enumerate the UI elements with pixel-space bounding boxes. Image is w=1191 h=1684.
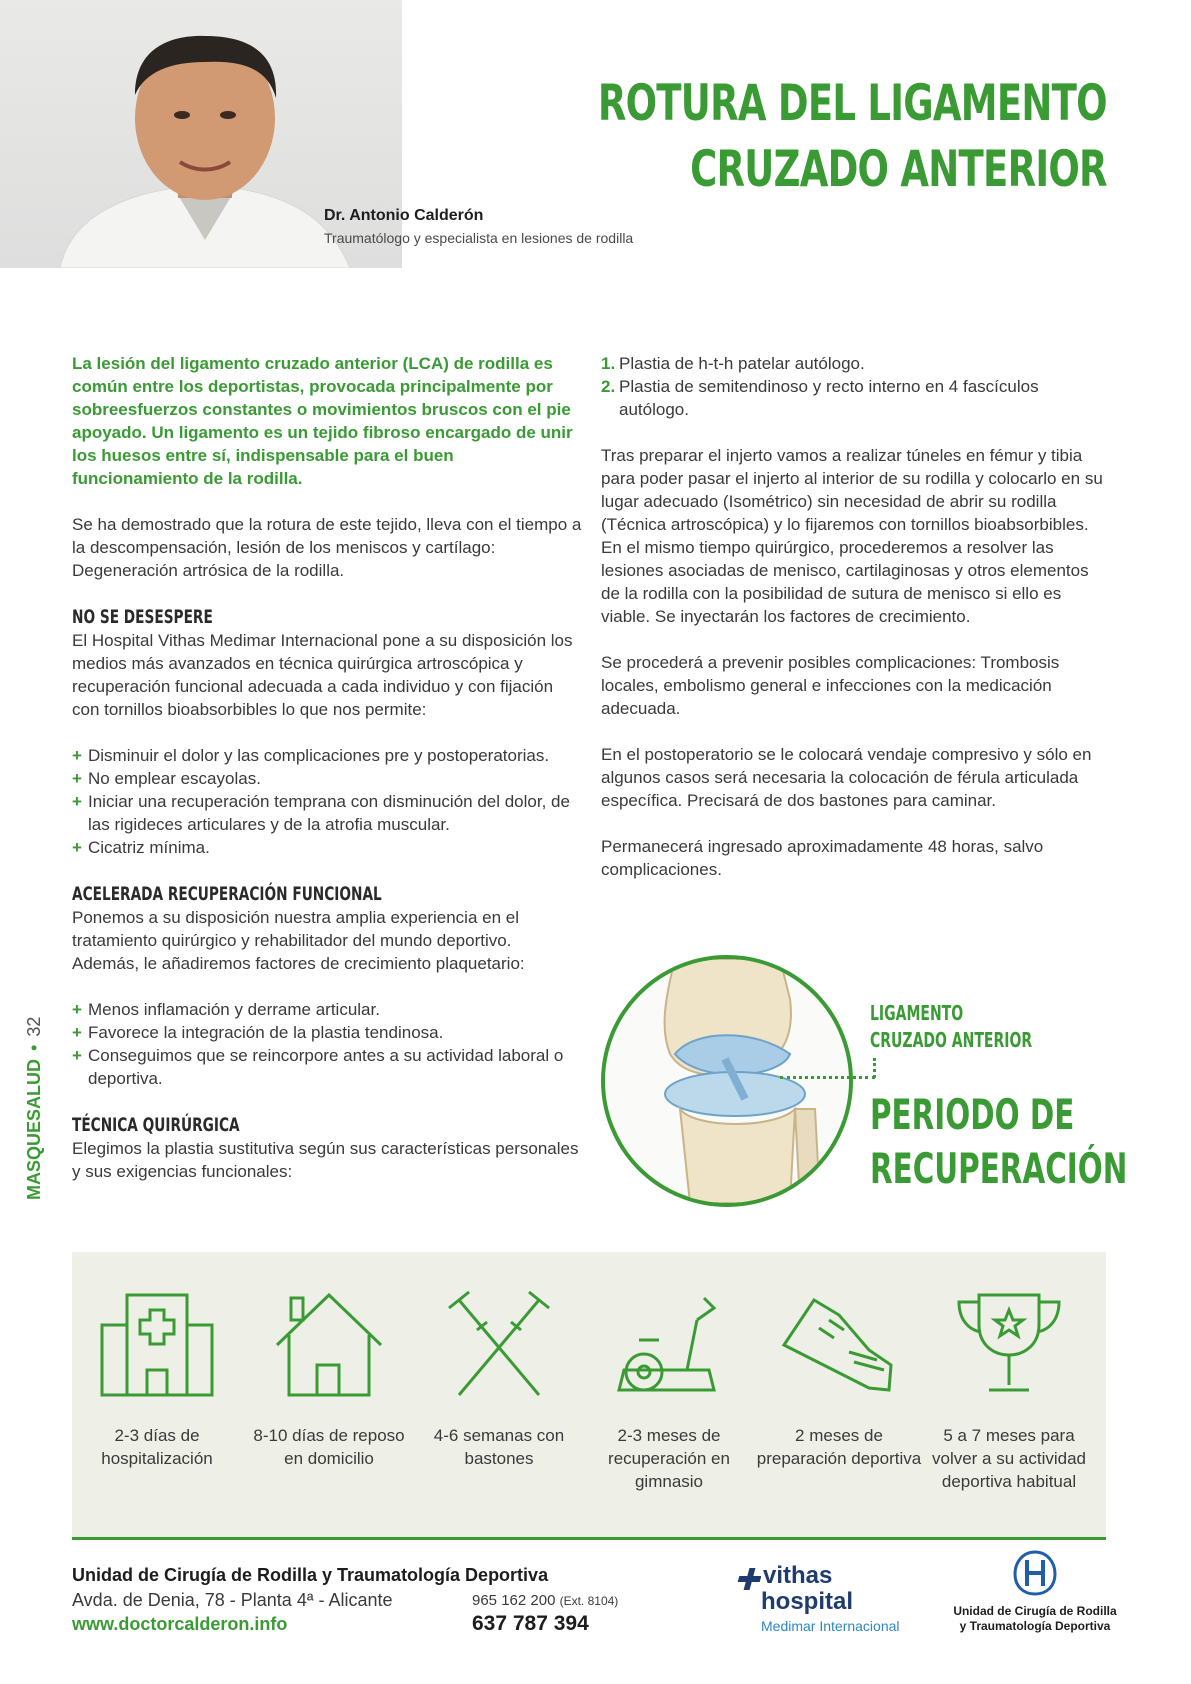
recovery-timeline xyxy=(72,1252,1106,1540)
complications-paragraph: Se procederá a prevenir posibles complicaciones: Trombosis locales, embolismo general e infecciones con la medicación adecuada. xyxy=(601,653,1060,718)
hospital-phone: 965 162 200 (Ext. 8104) xyxy=(472,1592,619,1609)
section2-paragraph: Ponemos a su disposición nuestra amplia experiencia en el tratamiento quirúrgico y rehabilitador del mundo deportivo. Además, le añadiremos factores de crecimiento plaquetario: xyxy=(72,908,525,973)
knee-illustration xyxy=(601,955,853,1207)
hospital-icon xyxy=(97,1290,217,1400)
plus-icon: + xyxy=(72,746,82,765)
recovery-period-heading: PERIODO DE RECUPERACIÓN xyxy=(870,1090,1128,1193)
recovery-step-label: 5 a 7 meses para volver a su actividad deportiva habitual xyxy=(931,1426,1087,1491)
footer-address: Avda. de Denia, 78 - Planta 4ª - Alicante xyxy=(72,1590,393,1610)
knee-unit-emblem-icon xyxy=(1013,1550,1057,1596)
recovery-step-sport-prep xyxy=(754,1252,924,1470)
recovery-step-label: 2-3 días de hospitalización xyxy=(101,1426,213,1468)
section-heading-acelerada: ACELERADA RECUPERACIÓN FUNCIONAL xyxy=(72,883,382,905)
mobile-phone: 637 787 394 xyxy=(472,1612,589,1635)
footer-unit-title: Unidad de Cirugía de Rodilla y Traumatología Deportiva xyxy=(72,1565,549,1585)
list-item: + No emplear escayolas. xyxy=(72,769,261,788)
plus-icon: + xyxy=(72,1023,82,1042)
plus-icon: + xyxy=(72,1046,82,1065)
list-item: + Disminuir el dolor y las complicaciones pre y postoperatorias. xyxy=(72,746,550,765)
side-running-head: MASQUESALUD•32 xyxy=(24,1016,44,1200)
website-link[interactable]: www.doctorcalderon.info xyxy=(72,1614,288,1634)
house-icon xyxy=(269,1290,389,1400)
leader-line-vertical xyxy=(873,1058,876,1078)
postoperative-paragraph: En el postoperatorio se le colocará vendaje compresivo y sólo en algunos casos será necesaria la colocación de férula articulada específica. Precisará de dos bastones para caminar. xyxy=(601,745,1092,810)
plus-icon: + xyxy=(72,792,82,811)
sneaker-icon xyxy=(779,1290,899,1400)
recovery-step-return xyxy=(924,1252,1094,1493)
section3-paragraph: Elegimos la plastia sustitutiva según sus características personales y sus exigencias funcionales: xyxy=(72,1139,579,1181)
unit-logo: Unidad de Cirugía de Rodilla y Traumatología Deportiva xyxy=(950,1550,1120,1634)
vithas-cross-icon xyxy=(735,1566,761,1592)
list-item: 1. Plastia de h-t-h patelar autólogo. xyxy=(601,354,865,373)
doctor-name: Dr. Antonio Calderón xyxy=(324,207,484,224)
doctor-photo xyxy=(0,0,402,268)
intro-paragraph: Se ha demostrado que la rotura de este tejido, lleva con el tiempo a la descompensación, lesión de los meniscos y cartílago: Degeneración artrósica de la rodilla. xyxy=(72,515,582,580)
section-heading-tecnica: TÉCNICA QUIRÚRGICA xyxy=(72,1114,240,1136)
section1-bullet-list xyxy=(72,744,582,859)
list-item: + Conseguimos que se reincorpore antes a su actividad laboral o deportiva. xyxy=(72,1046,564,1088)
section2-bullet-list xyxy=(72,998,582,1090)
plus-icon: + xyxy=(72,769,82,788)
list-item: 2. Plastia de semitendinoso y recto interno en 4 fascículos autólogo. xyxy=(601,377,1039,419)
trophy-icon xyxy=(949,1290,1069,1400)
exercise-bike-icon xyxy=(609,1290,729,1400)
ligament-label: LIGAMENTO CRUZADO ANTERIOR xyxy=(870,1001,1033,1052)
recovery-step-label: 2-3 meses de recuperación en gimnasio xyxy=(608,1426,730,1491)
page-title-line2: CRUZADO ANTERIOR xyxy=(690,140,1107,198)
recovery-step-home xyxy=(244,1252,414,1470)
list-item: + Cicatriz mínima. xyxy=(72,838,210,857)
recovery-step-label: 8-10 días de reposo en domicilio xyxy=(253,1426,405,1468)
page-number: 32 xyxy=(24,1016,44,1037)
left-column xyxy=(72,352,582,1183)
recovery-step-crutches xyxy=(414,1252,584,1470)
list-item: + Menos inflamación y derrame articular. xyxy=(72,1000,380,1019)
recovery-step-hospital xyxy=(72,1252,242,1470)
section-heading-no-se-desespere: NO SE DESESPERE xyxy=(72,606,213,628)
list-item: + Favorece la integración de la plastia tendinosa. xyxy=(72,1023,444,1042)
lead-paragraph: La lesión del ligamento cruzado anterior (LCA) de rodilla es común entre los deportistas, provocada principalmente por sobreesfuerzos constantes o movimientos bruscos con el pie apoyado. Un ligamento es un tejido fibroso encargado de unir los huesos entre sí, indispensable para el buen funcionamiento de la rodilla. xyxy=(72,354,573,488)
list-item: + Iniciar una recuperación temprana con disminución del dolor, de las rigideces articulares y de la atrofia muscular. xyxy=(72,792,570,834)
plus-icon: + xyxy=(72,1000,82,1019)
page-title xyxy=(598,70,1107,202)
recovery-step-label: 4-6 semanas con bastones xyxy=(433,1426,565,1468)
page-title-line1: ROTURA DEL LIGAMENTO xyxy=(598,74,1107,132)
recovery-step-gym xyxy=(584,1252,754,1493)
plus-icon: + xyxy=(72,838,82,857)
right-column xyxy=(601,352,1111,881)
technique-numbered-list xyxy=(601,352,1111,421)
surgery-paragraph: Tras preparar el injerto vamos a realizar túneles en fémur y tibia para poder pasar el injerto al interior de su rodilla y colocarlo en su lugar adecuado (Isométrico) sin necesidad de abrir su rodilla (Técnica artroscópica) y lo fijaremos con tornillos bioabsorbibles. En el mismo tiempo quirúrgico, procederemos a resolver las lesiones asociadas de menisco, cartilaginosas y otros elementos de la rodilla con la posibilidad de sutura de menisco si ello es viable. Se inyectarán los factores de crecimiento. xyxy=(601,446,1103,626)
magazine-brand: MASQUESALUD xyxy=(24,1058,44,1200)
recovery-step-label: 2 meses de preparación deportiva xyxy=(756,1426,922,1468)
section1-paragraph: El Hospital Vithas Medimar Internacional pone a su disposición los medios más avanzados en técnica quirúrgica artroscópica y recuperación funcional adecuada a cada individuo y con fijación con tornillos bioabsorbibles lo que nos permite: xyxy=(72,631,573,719)
vithas-logo: vithas hospital Medimar Internacional xyxy=(735,1560,935,1640)
crutches-icon xyxy=(439,1290,559,1400)
hospital-stay-paragraph: Permanecerá ingresado aproximadamente 48 horas, salvo complicaciones. xyxy=(601,837,1044,879)
doctor-role: Traumatólogo y especialista en lesiones de rodilla xyxy=(324,230,634,246)
leader-line xyxy=(780,1076,875,1079)
